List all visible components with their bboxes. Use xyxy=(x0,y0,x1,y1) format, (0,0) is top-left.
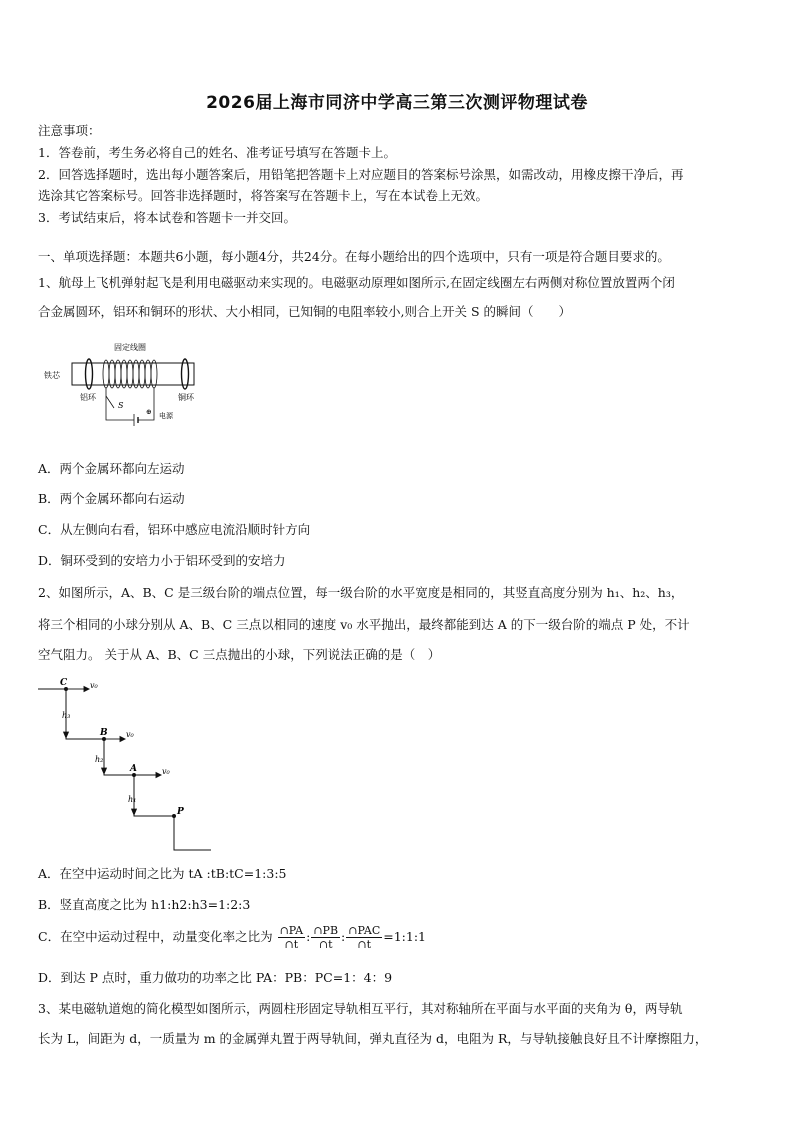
q2-figure xyxy=(36,672,216,856)
q2-option-c-prefix: C．在空中运动过程中，动量变化率之比为 xyxy=(38,929,273,944)
q2-option-c-suffix: =1:1:1 xyxy=(383,929,426,944)
label-a: A xyxy=(130,764,137,774)
notice-item-2: 2．回答选择题时，选出每小题答案后，用铅笔把答题卡上对应题目的答案标号涂黑，如需改动，用橡皮擦干净后，再 xyxy=(38,167,684,182)
q1-option-a: A．两个金属环都向左运动 xyxy=(38,461,185,476)
fraction-pa: $\frac{\cap PA}{\cap t}$ xyxy=(279,924,304,951)
battery-plus: ⊕ xyxy=(146,408,152,416)
label-b: B xyxy=(100,728,108,738)
v0-label-b: v₀ xyxy=(126,730,134,739)
label-p: P xyxy=(177,807,184,817)
battery-label: 电源 xyxy=(159,412,173,420)
q1-option-b: B．两个金属环都向右运动 xyxy=(38,491,185,506)
q2-option-d: D．到达 P 点时，重力做功的功率之比 PA：PB：PC=1：4：9 xyxy=(38,970,393,985)
q3-stem-line2: 长为 L，间距为 d，一质量为 m 的金属弹丸置于两导轨间，弹丸直径为 d，电阻为 R，与导轨接触良好且不计摩擦阻力， xyxy=(38,1031,708,1046)
q2-option-c: C．在空中运动过程中，动量变化率之比为 $\frac{\cap PA}{\cap t}$ : $\frac{\cap PB}{\cap t}$ : $\frac{\text{∩PAC}}{\cap t}$ =1:1:1 xyxy=(38,924,426,951)
q1-stem-line1: 1、航母上飞机弹射起飞是利用电磁驱动来实现的。电磁驱动原理如图所示,在固定线圈左右两侧对称位置放置两个闭 xyxy=(38,275,675,290)
coil-windings xyxy=(103,360,157,388)
label-c: C xyxy=(60,678,68,688)
switch-label: S xyxy=(118,401,124,410)
q1-figure xyxy=(42,338,202,430)
switch-blade xyxy=(106,396,114,408)
section-heading: 一、单项选择题：本题共6小题，每小题4分，共24分。在每小题给出的四个选项中，只有一项是符合题目要求的。 xyxy=(38,249,670,264)
notice-item-3: 3．考试结束后，将本试卷和答题卡一并交回。 xyxy=(38,210,296,225)
h2-label: h₂ xyxy=(95,755,104,764)
fraction-pb: $\frac{\cap PB}{\cap t}$ xyxy=(313,924,339,951)
q2-option-a: A．在空中运动时间之比为 tA :tB:tC=1:3:5 xyxy=(38,866,287,881)
q1-option-c: C．从左侧向右看，铝环中感应电流沿顺时针方向 xyxy=(38,522,311,537)
notice-item-1: 1．答卷前，考生务必将自己的姓名、准考证号填写在答题卡上。 xyxy=(38,145,396,160)
h1-label: h₁ xyxy=(128,795,137,804)
notice-item-2-cont: 选涂其它答案标号。回答非选择题时，将答案写在答题卡上，写在本试卷上无效。 xyxy=(38,188,489,203)
q3-stem-line1: 3、某电磁轨道炮的简化模型如图所示，两圆柱形固定导轨相互平行，其对称轴所在平面与水平面的夹角为 θ，两导轨 xyxy=(38,1001,683,1016)
aluminum-label: 铝环 xyxy=(80,393,96,402)
point-p xyxy=(172,814,176,818)
v0-label-a: v₀ xyxy=(162,767,170,776)
q2-stem-line1: 2、如图所示，A、B、C 是三级台阶的端点位置，每一级台阶的水平宽度是相同的，其竖直高度分别为 h₁、h₂、h₃， xyxy=(38,585,684,600)
v0-label-c: v₀ xyxy=(90,681,98,690)
core-label: 铁芯 xyxy=(44,371,60,380)
q2-option-b: B．竖直高度之比为 h1:h2:h3=1:2:3 xyxy=(38,897,251,912)
exam-title: 2026届上海市同济中学高三第三次测评物理试卷 xyxy=(206,93,588,113)
q1-stem-line2: 合金属圆环，铝环和铜环的形状、大小相同，已知铜的电阻率较小,则合上开关 S 的瞬间（ ） xyxy=(38,304,571,319)
notice-heading: 注意事项： xyxy=(38,123,101,138)
copper-label: 铜环 xyxy=(178,393,194,402)
q2-stem-line3: 空气阻力。 关于从 A、B、C 三点抛出的小球，下列说法正确的是（ ） xyxy=(38,647,441,662)
q1-option-d: D．铜环受到的安培力小于铝环受到的安培力 xyxy=(38,553,286,568)
h3-label: h₃ xyxy=(62,711,71,720)
coil-label: 固定线圈 xyxy=(114,343,146,352)
fraction-pac: $\frac{\text{∩PAC}}{\cap t}$ xyxy=(348,924,381,951)
q2-stem-line2: 将三个相同的小球分别从 A、B、C 三点以相同的速度 v₀ 水平抛出，最终都能到达 A 的下一级台阶的端点 P 处，不计 xyxy=(38,617,690,632)
